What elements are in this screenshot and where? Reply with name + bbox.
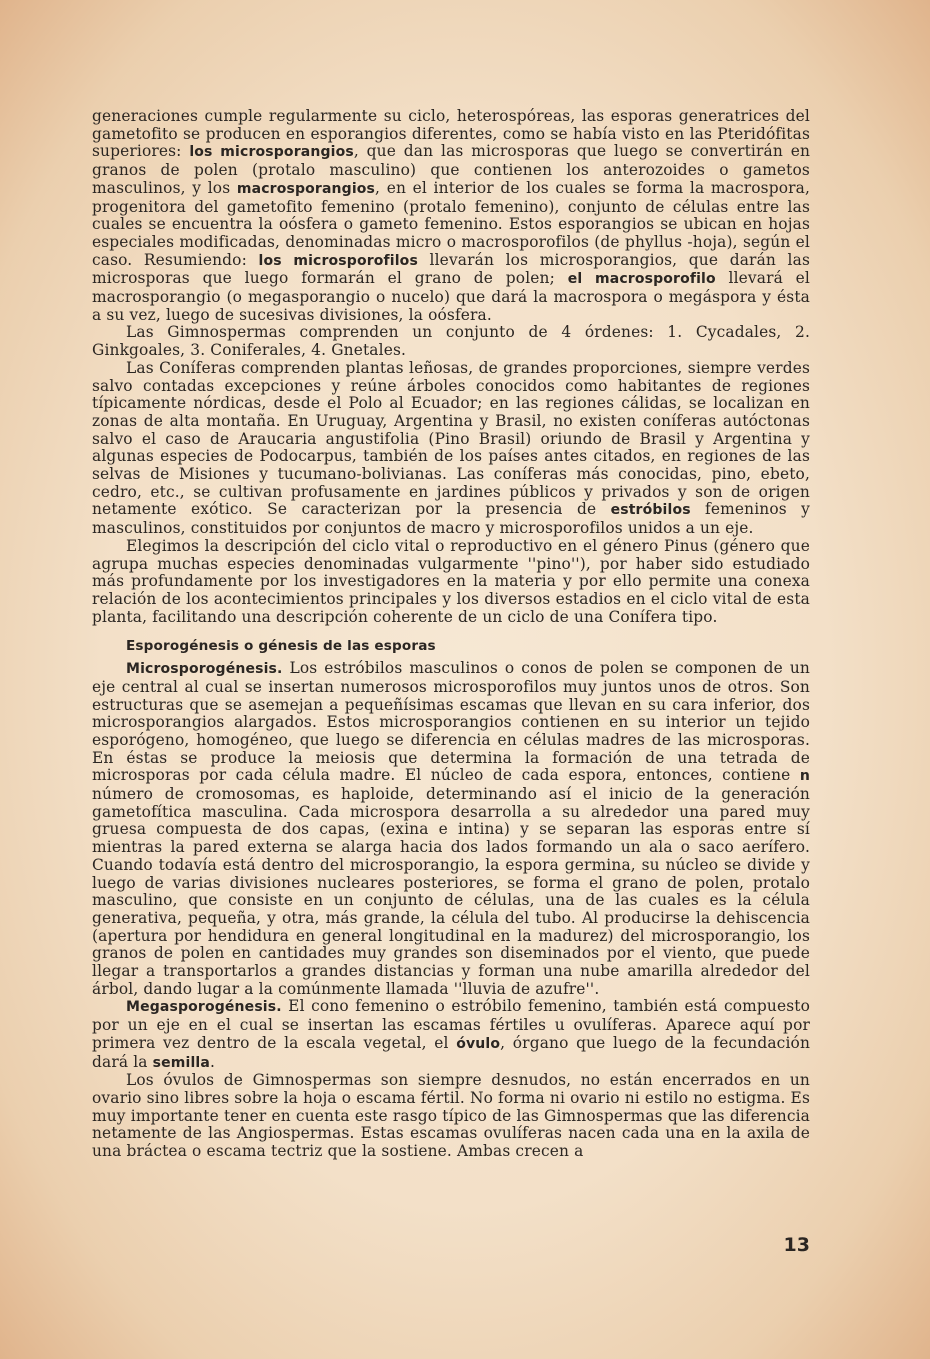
bold-term: estróbilos: [610, 502, 691, 519]
text-run: , en el interior de los cuales se forma la macrospora, progenitora del gametofito femenino (protalo femenino), conjunto de células entre las cuales se encuentra la oósfera o gameto femenino. Estos esporangios se ubican en hojas especiales modificadas, denominadas micro o macrosporofilos (de phyllus -hoja), según el caso. Resumiendo:: [92, 178, 811, 269]
text-run: , órgano que luego de la fecundación dará la: [92, 1033, 811, 1071]
bold-term: los microsporofilos: [258, 252, 418, 269]
paragraph-4: [92, 538, 810, 627]
paragraph-microsporogenesis: [92, 660, 810, 998]
text-run: .: [209, 1052, 216, 1071]
paragraph-2: [92, 324, 810, 359]
text-run: Elegimos la descripción del ciclo vital o reproductivo en el género Pinus (género que agrupa muchas especies denominadas vulgarmente ''pino''), por haber sido estudiado más profundamente por los investigadores en la materia y por ello permite una conexa relación de los acontecimientos principales y los diversos estadios en el ciclo vital de esta planta, facilitando una descripción coherente de un ciclo de una Conífera tipo.: [92, 536, 810, 626]
bold-term: macrosporangios: [236, 180, 376, 197]
bold-term: el macrosporofilo: [567, 271, 716, 288]
paragraph-megasporogenesis: [92, 998, 810, 1072]
text-run: Esporogénesis o génesis de las esporas: [126, 638, 436, 655]
text-run: Las Gimnospermas comprenden un conjunto de 4 órdenes: 1. Cycadales, 2. Ginkgoales, 3. Coniferales, 4. Gnetales.: [92, 323, 810, 360]
text-run: generaciones cumple regularmente su ciclo, heterospóreas, las esporas generatrices del gametofito se producen en esporangios diferentes, como se había visto en las Pteridófitas superiores:: [92, 107, 810, 161]
paragraph-3: [92, 360, 810, 538]
text-run: El cono femenino o estróbilo femenino, también está compuesto por un eje en el cual se insertan las escamas fértiles u ovulíferas. Aparece aquí por primera vez dentro de la escala vegetal, el: [92, 997, 810, 1052]
bold-term: n: [799, 768, 810, 785]
paragraph-1: [92, 108, 810, 324]
text-run: número de cromosomas, es haploide, determinando así el inicio de la generación gametofítica masculina. Cada microspora desarrolla a su alrededor una pared muy gruesa compuesta de dos capas, (exina e intina) y se separan las esporas entre sí mientras la pared externa se alarga hacia dos lados formando un ala o saco aerífero. Cuando todavía está dentro del microsporangio, la espora germina, su núcleo se divide y luego de varias divisiones nucleares posteriores, se forma el grano de polen, protalo masculino, que consiste en un conjunto de células, una de las cuales es la célula generativa, pequeña, y otra, más grande, la célula del tubo. Al producirse la dehiscencia (apertura por hendidura en general longitudinal en la madurez) del microsporangio, los granos de polen en cantidades muy grandes son diseminados por el viento, que puede llegar a transportarlos a grandes distancias y forman una nube amarilla alrededor del árbol, dando lugar a la comúnmente llamada ''lluvia de azufre''.: [92, 785, 810, 998]
paragraph-lead-term: Megasporogénesis.: [126, 999, 282, 1016]
body-text: [92, 108, 810, 1161]
text-run: llevarán los microsporangios, que darán las microsporas que luego formarán el grano de polen;: [92, 250, 811, 288]
text-run: llevará el macrosporangio (o megasporangio o nucelo) que dará la macrospora o megáspora y ésta a su vez, luego de sucesivas divisiones, la oósfera.: [92, 269, 810, 324]
paragraph-lead-term: Microsporogénesis.: [126, 661, 283, 678]
text-run: Los óvulos de Gimnospermas son siempre desnudos, no están encerrados en un ovario sino libres sobre la hoja o escama fértil. No forma ni ovario ni estilo no estigma. Es muy importante tener en cuenta este rasgo típico de las Gimnospermas que las diferencia netamente de las Angiospermas. Estas escamas ovulíferas nacen cada una en la axila de una bráctea o escama tectriz que la sostiene. Ambas crecen a: [92, 1071, 810, 1161]
bold-term: semilla: [152, 1054, 210, 1071]
page-number: 13: [783, 1234, 810, 1256]
text-run: , que dan las microsporas que luego se convertirán en granos de polen (protalo masculino) que contienen los anterozoides o gametos masculinos, y los: [92, 142, 811, 197]
text-run: Las Coníferas comprenden plantas leñosas, de grandes proporciones, siempre verdes salvo contadas excepciones y reúne árboles conocidos como habitantes de regiones típicamente nórdicas, desde el Polo al Ecuador; en las regiones cálidas, se localizan en zonas de alta montaña. En Uruguay, Argentina y Brasil, no existen coníferas autóctonas salvo el caso de Araucaria angustifolia (Pino Brasil) oriundo de Brasil y Argentina y algunas especies de Podocarpus, también de los países antes citados, en regiones de las selvas de Misiones y tucumano-bolivianas. Las coníferas más conocidas, pino, ebeto, cedro, etc., se cultivan profusamente en jardines públicos y privados y son de origen netamente exótico. Se caracterizan por la presencia de: [92, 358, 810, 519]
section-heading: [92, 638, 810, 656]
bold-term: los microsporangios: [189, 144, 354, 161]
paragraph-ovulos: [92, 1072, 810, 1161]
text-run: Los estróbilos masculinos o conos de polen se componen de un eje central al cual se insertan numerosos microsporofilos muy juntos unos de otros. Son estructuras que se asemejan a pequeñísimas escamas que llevan en su cara inferior, dos microsporangios alargados. Estos microsporangios contienen en su interior un tejido esporógeno, homogéneo, que luego se diferencia en células madres de las microsporas. En éstas se produce la meiosis que determina la formación de una tetrada de microsporas por cada célula madre. El núcleo de cada espora, entonces, contiene: [92, 659, 810, 785]
bold-term: óvulo: [456, 1035, 501, 1052]
text-run: femeninos y masculinos, constituidos por conjuntos de macro y microsporofilos unidos a un eje.: [92, 500, 810, 538]
